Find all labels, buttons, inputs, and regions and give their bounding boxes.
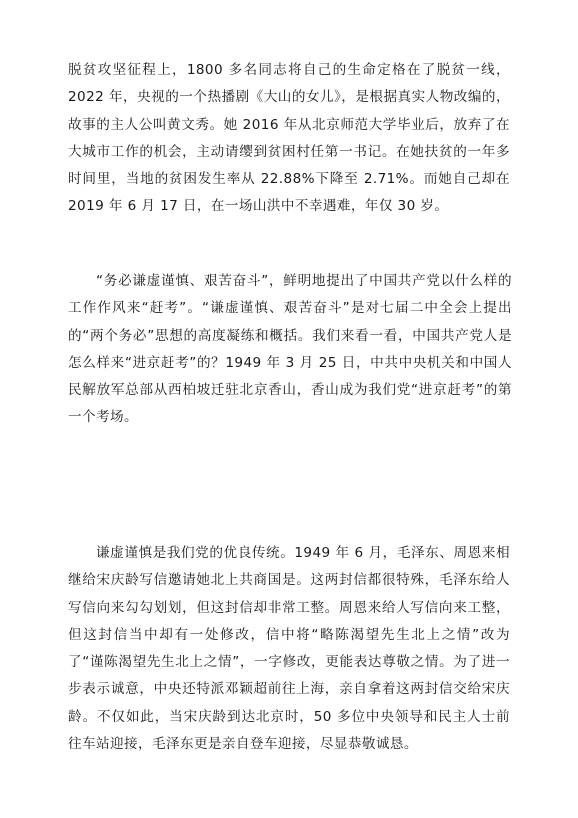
paragraph-two-musts: “务必谦虚谨慎、艰苦奋斗”，鲜明地提出了中国共产党以什么样的工作作风来“赶考”。“谦虚谨慎、艰苦奋斗”是对七届二中全会上提出的“两个务必”思想的高度凝练和概括。我们来看一看，中国共产党人是怎么样来“进京赶考”的？1949 年 3 月 25 日，中共中央机关和中国人民解放军总部从西柏坡迁驻北京香山，香山成为我们党“进京赶考”的第一个考场。 (68, 273, 512, 426)
paragraph-huang-wenxiu: 脱贫攻坚征程上，1800 多名同志将自己的生命定格在了脱贫一线，2022 年，央视的一个热播剧《大山的女儿》，是根据真实人物改编的，故事的主人公叫黄文秀。她 2016 年从北京师范大学毕业后，放弃了在大城市工作的机会，主动请缨到贫困村任第一书记。在她扶贫的一年多时间里，当地的贫困发生率从 22.88%下降至 2.71%。而她自己却在 2019 年 6 月 17 日，在一场山洪中不幸遇难，年仅 30 岁。 (68, 62, 510, 215)
paragraph-modesty-tradition: 谦虚谨慎是我们党的优良传统。1949 年 6 月，毛泽东、周恩来相继给宋庆龄写信邀请她北上共商国是。这两封信都很特殊，毛泽东给人写信向来勾勾划划，但这封信却非常工整。周恩来给人写信向来工整，但这封信当中却有一处修改，信中将“略陈渴望先生北上之情”改为了“谨陈渴望先生北上之情”，一字修改，更能表达尊敬之情。为了进一步表示诚意，中央还特派邓颖超前往上海，亲自拿着这两封信交给宋庆龄。不仅如此，当宋庆龄到达北京时，50 多位中央领导和民主人士前往车站迎接，毛泽东更是亲自登车迎接，尽显恭敬诚恳。 (68, 545, 510, 753)
